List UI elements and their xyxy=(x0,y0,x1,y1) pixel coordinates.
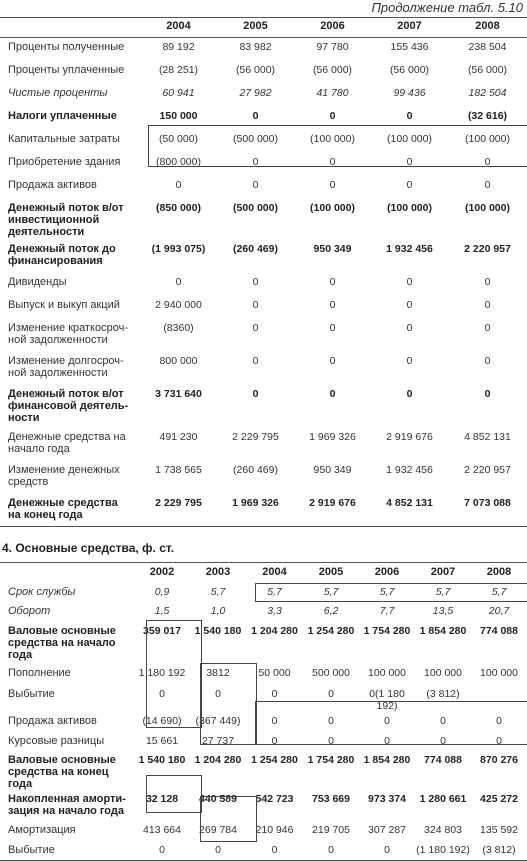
value-cell: 0 xyxy=(484,178,491,191)
value-cell: 0 xyxy=(440,735,446,747)
value-cell: 0 xyxy=(329,109,336,122)
value-cell: 0 xyxy=(496,735,502,747)
year-header: 2006 xyxy=(374,566,400,578)
row-label-line: средств xyxy=(8,475,49,488)
table-row xyxy=(0,841,527,860)
table-row xyxy=(0,176,527,199)
value-cell: 0 xyxy=(440,715,446,727)
row-label-line: Курсовые разницы xyxy=(8,735,105,747)
value-cell: 870 276 xyxy=(480,754,518,766)
row-label-line: Валовые основные xyxy=(8,754,116,766)
table-caption: Продолжение табл. 5.10 xyxy=(371,0,523,15)
value-cell: (3 812) xyxy=(482,844,516,856)
value-cell: 5,7 xyxy=(267,586,282,598)
value-cell: 0 xyxy=(271,715,278,727)
row-label-line: Денежные средства xyxy=(8,496,118,509)
row-label-line: Приобретение здания xyxy=(8,155,121,168)
value-cell: 413 664 xyxy=(143,824,181,836)
row-label-line: инвестиционной xyxy=(8,213,100,226)
row-label-line: Пополнение xyxy=(8,667,71,679)
value-cell: 0 xyxy=(252,275,259,288)
value-cell: 0 xyxy=(406,298,413,311)
value-cell: 4 852 131 xyxy=(464,430,511,443)
value-cell: 0,9 xyxy=(154,586,170,598)
value-cell: (100 000) xyxy=(465,132,510,145)
row-label-line: Денежные средства на xyxy=(8,430,126,443)
value-cell: 0 xyxy=(484,387,491,400)
value-cell: 0 xyxy=(215,688,221,700)
value-cell: 83 982 xyxy=(239,41,272,53)
value-cell: (100 000) xyxy=(387,132,432,145)
value-cell: 6,2 xyxy=(323,605,339,617)
row-label xyxy=(0,240,140,273)
row-label xyxy=(0,61,140,84)
value-cell: (100 000) xyxy=(310,201,355,214)
row-label xyxy=(0,273,140,296)
table-row xyxy=(0,602,527,622)
row-label xyxy=(0,296,140,319)
value-cell: 0 xyxy=(484,354,491,367)
table-row xyxy=(0,583,527,602)
value-cell: 100 000 xyxy=(424,667,462,679)
row-label-line: Срок службы xyxy=(8,586,76,598)
table-row xyxy=(0,273,527,296)
row-label-line: Капитальные затраты xyxy=(8,132,120,145)
value-cell: 950 349 xyxy=(313,242,352,255)
value-cell: 0 xyxy=(252,387,259,400)
row-label-line: Продажа активов xyxy=(8,715,97,727)
row-label-line: финансовой деятель- xyxy=(8,399,129,412)
value-cell: 753 669 xyxy=(312,793,350,805)
value-cell: 7,7 xyxy=(379,605,395,617)
value-cell: 0 xyxy=(328,715,334,727)
value-cell: 973 374 xyxy=(368,793,406,805)
header-blank xyxy=(0,18,140,38)
row-label xyxy=(0,664,134,685)
value-cell: (1 993 075) xyxy=(151,242,206,255)
value-cell: 0 xyxy=(215,844,221,856)
value-cell: 0 xyxy=(329,178,336,191)
value-cell: 89 192 xyxy=(162,41,195,53)
row-label xyxy=(0,107,140,130)
value-cell: 0(1 180 192) xyxy=(369,688,405,712)
value-cell: (260 469) xyxy=(233,463,278,476)
value-cell: 97 780 xyxy=(316,41,349,53)
year-header-row xyxy=(0,563,527,584)
year-header: 2008 xyxy=(475,20,500,32)
value-cell: 800 000 xyxy=(159,354,198,367)
value-cell: 5,7 xyxy=(435,586,451,598)
row-label-line: финансирования xyxy=(8,254,103,267)
value-cell: 0 xyxy=(329,298,336,311)
year-header: 2006 xyxy=(320,20,345,32)
value-cell: 100 000 xyxy=(480,667,518,679)
cash-flow-table xyxy=(0,17,527,527)
row-label xyxy=(0,319,140,352)
value-cell: (56 000) xyxy=(467,63,508,76)
value-cell: 0 xyxy=(406,275,413,288)
year-header: 2002 xyxy=(149,566,175,578)
row-label-line: Изменение краткосроч- xyxy=(8,321,129,334)
value-cell: 359 017 xyxy=(143,625,181,637)
year-header: 2007 xyxy=(397,20,422,32)
value-cell: 20,7 xyxy=(488,605,510,617)
row-label xyxy=(0,130,140,153)
table-row xyxy=(0,107,527,130)
value-cell: (56 000) xyxy=(389,63,430,76)
value-cell: 1 738 565 xyxy=(155,463,202,476)
value-cell: 5,7 xyxy=(210,586,226,598)
row-label xyxy=(0,841,134,860)
value-cell: 2 229 795 xyxy=(155,496,202,509)
value-cell: 27 737 xyxy=(201,735,235,747)
value-cell: 1 969 326 xyxy=(232,496,279,509)
value-cell: (100 000) xyxy=(387,201,432,214)
value-cell: 3812 xyxy=(206,667,230,679)
row-label-line: Накопленная аморти- xyxy=(8,793,126,805)
row-label-line: Денежный поток в/от xyxy=(8,201,124,214)
table-row xyxy=(0,821,527,841)
row-label xyxy=(0,84,140,107)
value-cell: 0 xyxy=(271,735,278,747)
year-header: 2008 xyxy=(486,566,512,578)
value-cell: 0 xyxy=(328,735,334,747)
value-cell: 425 272 xyxy=(480,793,518,805)
value-cell: 500 000 xyxy=(312,667,350,679)
value-cell: 542 723 xyxy=(255,793,294,805)
value-cell: 1 754 280 xyxy=(307,754,355,766)
value-cell: (8360) xyxy=(163,321,194,334)
value-cell: 0 xyxy=(328,844,334,856)
value-cell: 41 780 xyxy=(316,86,349,99)
value-cell: 1 754 280 xyxy=(363,625,411,637)
year-header: 2004 xyxy=(262,566,287,578)
row-label-line: Валовые основные xyxy=(8,625,116,637)
value-cell: 210 946 xyxy=(255,824,294,836)
value-cell: (850 000) xyxy=(156,201,201,214)
table-row xyxy=(0,352,527,385)
value-cell: 135 592 xyxy=(480,824,518,836)
value-cell: 219 705 xyxy=(312,824,350,836)
value-cell: 15 661 xyxy=(145,735,179,747)
table-row xyxy=(0,664,527,685)
value-cell: 0 xyxy=(252,321,259,334)
value-cell: 0 xyxy=(271,688,278,700)
value-cell: (1 180 192) xyxy=(416,844,470,856)
value-cell: 0 xyxy=(406,321,413,334)
value-cell: 491 230 xyxy=(159,430,198,443)
value-cell: 2 940 000 xyxy=(155,298,202,311)
row-label xyxy=(0,461,140,494)
value-cell: 0 xyxy=(406,354,413,367)
table-row xyxy=(0,385,527,428)
row-label xyxy=(0,790,134,821)
value-cell: 32 128 xyxy=(145,793,179,805)
table-row xyxy=(0,685,527,712)
row-label xyxy=(0,38,140,61)
value-cell: 0 xyxy=(159,844,165,856)
row-label xyxy=(0,821,134,841)
value-cell: 0 xyxy=(384,715,390,727)
year-header: 2007 xyxy=(430,566,456,578)
value-cell: 0 xyxy=(252,178,259,191)
table-row xyxy=(0,428,527,461)
value-cell: 27 982 xyxy=(239,86,272,99)
value-cell: 60 941 xyxy=(162,86,195,99)
row-label-line: Проценты полученные xyxy=(8,41,125,53)
value-cell: 0 xyxy=(329,275,336,288)
value-cell: 2 919 676 xyxy=(309,496,356,509)
value-cell: 99 436 xyxy=(393,86,426,99)
table-row xyxy=(0,199,527,240)
value-cell: 182 504 xyxy=(468,86,507,99)
value-cell: 0 xyxy=(271,844,278,856)
year-header: 2004 xyxy=(166,20,191,32)
value-cell: 0 xyxy=(484,155,491,168)
row-label-line: ной задолженности xyxy=(8,366,108,379)
table-row xyxy=(0,494,527,527)
row-label-line: Выбытие xyxy=(8,688,55,700)
value-cell: 1 280 661 xyxy=(419,793,467,805)
value-cell: 1 969 326 xyxy=(309,430,356,443)
value-cell: 1 180 192 xyxy=(138,667,186,679)
value-cell: 0 xyxy=(484,321,491,334)
row-label xyxy=(0,176,140,199)
table-row xyxy=(0,732,527,751)
row-label-line: Выбытие xyxy=(8,844,55,856)
year-header: 2003 xyxy=(205,566,231,578)
value-cell: 0 xyxy=(252,298,259,311)
row-label xyxy=(0,685,134,712)
row-label-line: средства на начало xyxy=(8,637,116,649)
value-cell: (32 616) xyxy=(467,109,508,122)
value-cell: 0 xyxy=(252,109,259,122)
value-cell: 0 xyxy=(252,354,259,367)
value-cell: 1 204 280 xyxy=(251,625,298,637)
value-cell: (100 000) xyxy=(310,132,355,145)
value-cell: (56 000) xyxy=(312,63,353,76)
value-cell: (500 000) xyxy=(233,201,278,214)
fixed-assets-table xyxy=(0,562,527,861)
value-cell: 0 xyxy=(384,844,390,856)
table-row xyxy=(0,790,527,821)
row-label-line: Дивиденды xyxy=(8,275,67,288)
row-label xyxy=(0,494,140,527)
row-label xyxy=(0,428,140,461)
row-label-line: зация на начало года xyxy=(8,805,124,817)
value-cell: 0 xyxy=(484,298,491,311)
value-cell: 155 436 xyxy=(390,41,429,53)
value-cell: 0 xyxy=(484,275,491,288)
value-cell: (14 690) xyxy=(142,715,182,727)
value-cell: 0 xyxy=(175,178,182,191)
value-cell: 13,5 xyxy=(432,605,454,617)
value-cell: 0 xyxy=(252,155,259,168)
row-label xyxy=(0,199,140,240)
table-row xyxy=(0,461,527,494)
table-row xyxy=(0,130,527,153)
row-label xyxy=(0,732,134,751)
row-label-line: на конец года xyxy=(8,508,83,521)
value-cell: 2 229 795 xyxy=(232,430,279,443)
row-label xyxy=(0,751,134,790)
row-label xyxy=(0,352,140,385)
section-title: 4. Основные средства, ф. ст. xyxy=(2,541,175,555)
row-label-line: Чистые проценты xyxy=(8,86,108,99)
value-cell: 50 000 xyxy=(258,667,291,679)
row-label-line: Денежный поток в/от xyxy=(8,387,124,400)
value-cell: (367 449) xyxy=(195,715,241,727)
year-header: 2005 xyxy=(318,566,344,578)
value-cell: 1,0 xyxy=(210,605,226,617)
value-cell: 0 xyxy=(329,354,336,367)
row-label-line: Налоги уплаченные xyxy=(8,109,117,122)
row-label-line: Продажа активов xyxy=(8,178,97,191)
row-label xyxy=(0,153,140,176)
value-cell: 5,7 xyxy=(379,586,395,598)
value-cell: 1 854 280 xyxy=(363,754,411,766)
value-cell: 0 xyxy=(406,109,413,122)
row-label-line: Изменение денежных xyxy=(8,463,120,476)
table-row xyxy=(0,622,527,664)
row-label-line: средства на конец года xyxy=(8,766,109,790)
value-cell: 3 731 640 xyxy=(155,387,202,400)
value-cell: 4 852 131 xyxy=(386,496,433,509)
value-cell: 1 540 180 xyxy=(194,625,242,637)
value-cell: 7 073 088 xyxy=(464,496,511,509)
value-cell: 0 xyxy=(328,688,334,700)
value-cell: 324 803 xyxy=(424,824,462,836)
value-cell: 5,7 xyxy=(491,586,507,598)
row-label xyxy=(0,712,134,732)
row-label xyxy=(0,583,134,602)
table-row xyxy=(0,153,527,176)
value-cell: 0 xyxy=(384,735,390,747)
value-cell: 1 932 456 xyxy=(386,463,433,476)
value-cell: 1 854 280 xyxy=(419,625,467,637)
table-row xyxy=(0,38,527,61)
value-cell: 0 xyxy=(406,178,413,191)
value-cell: 1 254 280 xyxy=(307,625,355,637)
row-label xyxy=(0,622,134,664)
value-cell: 1 204 280 xyxy=(194,754,242,766)
year-header-row xyxy=(0,18,527,38)
value-cell: 950 349 xyxy=(313,463,352,476)
row-label-line: Амортизация xyxy=(8,824,76,836)
row-label xyxy=(0,385,140,428)
row-label-line: ности xyxy=(8,411,40,424)
value-cell: 1 540 180 xyxy=(138,754,186,766)
value-cell: 2 220 957 xyxy=(464,242,511,255)
table-row xyxy=(0,61,527,84)
table-row xyxy=(0,240,527,273)
value-cell: 0 xyxy=(329,155,336,168)
value-cell: 1 254 280 xyxy=(251,754,298,766)
value-cell: 100 000 xyxy=(368,667,406,679)
year-header: 2005 xyxy=(243,20,268,32)
value-cell: 774 088 xyxy=(480,625,518,637)
value-cell: 2 220 957 xyxy=(464,463,511,476)
value-cell: 0 xyxy=(329,321,336,334)
table-row xyxy=(0,712,527,732)
value-cell: (3 812) xyxy=(426,688,460,700)
row-label-line: Проценты уплаченные xyxy=(8,63,125,76)
row-label-line: Выпуск и выкуп акций xyxy=(8,298,120,311)
row-label-line: ной задолженности xyxy=(8,333,108,346)
value-cell: (50 000) xyxy=(158,132,199,145)
value-cell: 0 xyxy=(175,275,182,288)
value-cell: (56 000) xyxy=(235,63,276,76)
value-cell: 1,5 xyxy=(154,605,170,617)
value-cell: 0 xyxy=(159,688,165,700)
table-row xyxy=(0,296,527,319)
value-cell: 774 088 xyxy=(424,754,462,766)
row-label xyxy=(0,602,134,622)
value-cell: 269 784 xyxy=(199,824,237,836)
table-row xyxy=(0,319,527,352)
value-cell: (800 000) xyxy=(156,155,201,168)
value-cell: (260 469) xyxy=(233,242,278,255)
value-cell: 0 xyxy=(329,387,336,400)
value-cell: (500 000) xyxy=(233,132,278,145)
value-cell: 5,7 xyxy=(323,586,339,598)
value-cell: 3,3 xyxy=(267,605,282,617)
row-label-line: Оборот xyxy=(8,605,51,617)
row-label-line: Изменение долгосроч- xyxy=(8,354,124,367)
value-cell: 2 919 676 xyxy=(386,430,433,443)
value-cell: 440 589 xyxy=(199,793,237,805)
value-cell xyxy=(471,685,527,712)
value-cell: 238 504 xyxy=(468,41,507,53)
value-cell: 1 932 456 xyxy=(386,242,433,255)
value-cell: 150 000 xyxy=(159,109,198,122)
value-cell: 0 xyxy=(406,155,413,168)
header-blank xyxy=(0,563,134,584)
value-cell: 0 xyxy=(406,387,413,400)
row-label-line: начало года xyxy=(8,442,70,455)
row-label-line: Денежный поток до xyxy=(8,242,116,255)
table-row xyxy=(0,84,527,107)
value-cell: 0 xyxy=(496,715,502,727)
row-label-line: года xyxy=(8,649,33,661)
table-row xyxy=(0,751,527,790)
value-cell: (100 000) xyxy=(465,201,510,214)
row-label-line: деятельности xyxy=(8,225,85,238)
value-cell: 307 287 xyxy=(368,824,406,836)
value-cell: (28 251) xyxy=(158,63,199,76)
